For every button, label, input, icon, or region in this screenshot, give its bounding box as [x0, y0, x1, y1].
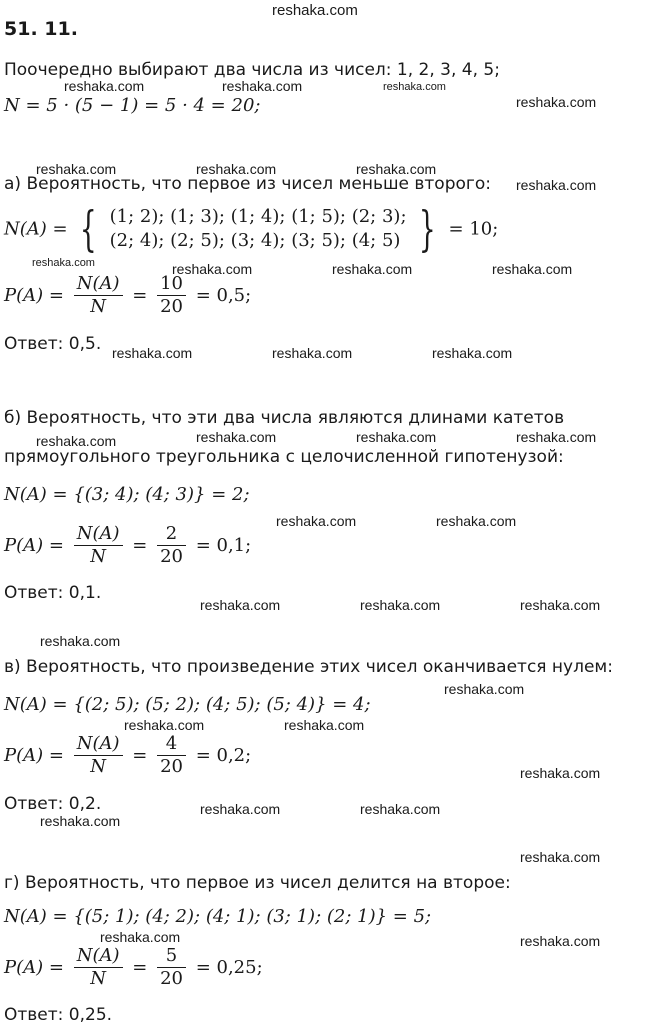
watermark: reshaka.com: [516, 429, 597, 445]
part-a-heading: а) Вероятность, что первое из чисел меньше второго:: [4, 174, 491, 194]
formula-fraction: [74, 945, 123, 990]
intro-text: Поочередно выбирают два числа из чисел: 1, 2, 3, 4, 5;: [4, 60, 500, 80]
watermark: reshaka.com: [356, 429, 437, 445]
value-fraction: [157, 733, 186, 778]
fraction-numerator: N(A): [74, 733, 123, 756]
part-b-na: N(A) = {(3; 4); (4; 3)} = 2;: [4, 484, 250, 505]
watermark: reshaka.com: [196, 429, 277, 445]
watermark: reshaka.com: [516, 94, 597, 110]
part-a-na: [4, 201, 499, 257]
part-d-heading: г) Вероятность, что первое из чисел делится на второе:: [4, 873, 511, 893]
watermark: reshaka.com: [520, 765, 601, 781]
fraction-numerator: N(A): [74, 523, 123, 546]
watermark-top: reshaka.com: [272, 2, 358, 19]
part-d-pa: [4, 945, 263, 990]
equals-sign: =: [132, 285, 148, 306]
watermark: reshaka.com: [332, 261, 413, 277]
watermark: reshaka.com: [196, 161, 277, 177]
fraction-denominator: N: [90, 756, 106, 777]
value-numerator: 4: [157, 733, 186, 756]
watermark: reshaka.com: [356, 161, 437, 177]
fraction-denominator: N: [90, 296, 106, 317]
fraction-numerator: N(A): [74, 273, 123, 296]
value-fraction: [157, 945, 186, 990]
part-a-answer: Ответ: 0,5.: [4, 334, 102, 354]
value-denominator: 20: [160, 296, 183, 317]
fraction-denominator: N: [90, 968, 106, 989]
watermark: reshaka.com: [32, 257, 95, 269]
equals-sign: =: [132, 745, 148, 766]
na-set: [110, 205, 407, 253]
na-label: N(A) =: [4, 218, 68, 240]
fraction-denominator: N: [90, 546, 106, 567]
part-c-answer: Ответ: 0,2.: [4, 794, 102, 814]
pa-label: P(A) =: [4, 957, 64, 978]
equals-sign: =: [132, 957, 148, 978]
watermark: reshaka.com: [64, 78, 145, 94]
formula-fraction: [74, 273, 123, 318]
part-b-heading-2: прямоугольного треугольника с целочисленной гипотенузой:: [4, 447, 564, 467]
na-row-2: (2; 4); (2; 5); (3; 4); (3; 5); (4; 5): [109, 230, 401, 251]
watermark: reshaka.com: [36, 161, 117, 177]
watermark: reshaka.com: [492, 261, 573, 277]
left-brace: {: [80, 201, 98, 257]
watermark: reshaka.com: [516, 177, 597, 193]
equals-sign: =: [132, 535, 148, 556]
watermark: reshaka.com: [36, 433, 117, 449]
formula-fraction: [74, 733, 123, 778]
part-b-answer: Ответ: 0,1.: [4, 583, 102, 603]
pa-result: = 0,2;: [195, 745, 252, 766]
right-brace: }: [419, 201, 436, 257]
watermark: reshaka.com: [520, 849, 601, 865]
part-b-heading-1: б) Вероятность, что эти два числа являются длинами катетов: [4, 408, 565, 428]
pa-result: = 0,5;: [195, 285, 252, 306]
part-d-na: N(A) = {(5; 1); (4; 2); (4; 1); (3; 1); (2; 1)} = 5;: [4, 906, 432, 927]
watermark: reshaka.com: [436, 513, 517, 529]
pa-label: P(A) =: [4, 535, 64, 556]
value-fraction: [157, 523, 186, 568]
watermark: reshaka.com: [200, 801, 281, 817]
value-numerator: 5: [157, 945, 186, 968]
pa-label: P(A) =: [4, 745, 64, 766]
part-d-answer: Ответ: 0,25.: [4, 1005, 113, 1025]
watermark: reshaka.com: [284, 717, 365, 733]
part-c-na: N(A) = {(2; 5); (5; 2); (4; 5); (5; 4)} = 4;: [4, 694, 371, 715]
na-row-1: (1; 2); (1; 3); (1; 4); (1; 5); (2; 3);: [109, 206, 407, 227]
value-denominator: 20: [160, 968, 183, 989]
watermark: reshaka.com: [383, 81, 446, 93]
part-c-pa: [4, 733, 251, 778]
watermark: reshaka.com: [520, 933, 601, 949]
watermark: reshaka.com: [112, 345, 193, 361]
problem-number: 51. 11.: [4, 18, 78, 40]
watermark: reshaka.com: [100, 929, 181, 945]
pa-result: = 0,1;: [195, 535, 252, 556]
watermark: reshaka.com: [124, 717, 205, 733]
part-a-pa: [4, 273, 251, 318]
watermark: reshaka.com: [276, 513, 357, 529]
fraction-numerator: N(A): [74, 945, 123, 968]
watermark: reshaka.com: [222, 78, 303, 94]
watermark: reshaka.com: [432, 345, 513, 361]
part-c-heading: в) Вероятность, что произведение этих чисел оканчивается нулем:: [4, 657, 613, 677]
pa-label: P(A) =: [4, 285, 64, 306]
formula-fraction: [74, 523, 123, 568]
watermark: reshaka.com: [360, 801, 441, 817]
watermark: reshaka.com: [40, 633, 121, 649]
value-numerator: 10: [157, 273, 186, 296]
watermark: reshaka.com: [172, 261, 253, 277]
watermark: reshaka.com: [272, 345, 353, 361]
value-denominator: 20: [160, 756, 183, 777]
watermark: reshaka.com: [40, 813, 121, 829]
watermark: reshaka.com: [520, 597, 601, 613]
intro-formula: N = 5 · (5 − 1) = 5 · 4 = 20;: [4, 95, 261, 116]
value-denominator: 20: [160, 546, 183, 567]
na-result: = 10;: [448, 218, 499, 240]
part-b-pa: [4, 523, 251, 568]
watermark: reshaka.com: [444, 681, 525, 697]
watermark: reshaka.com: [360, 597, 441, 613]
value-numerator: 2: [157, 523, 186, 546]
watermark: reshaka.com: [200, 597, 281, 613]
value-fraction: [157, 273, 186, 318]
pa-result: = 0,25;: [195, 957, 263, 978]
